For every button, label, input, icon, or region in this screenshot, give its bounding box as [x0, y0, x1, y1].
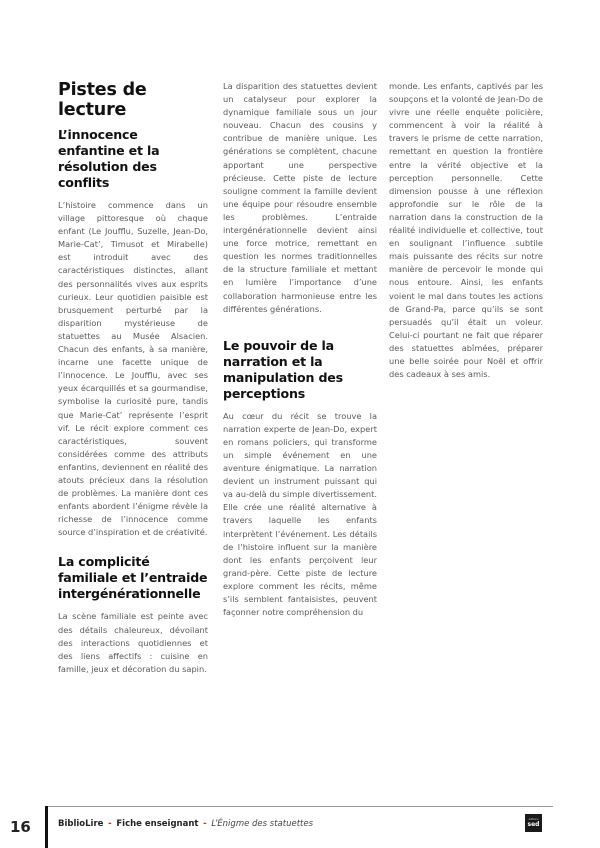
section-heading-complicite: La complicité familiale et l’entraide intergénérationnelle — [58, 554, 208, 602]
column-2 — [223, 80, 377, 619]
section-paragraph-narration: Au cœur du récit se trouve la narration experte de Jean-Do, expert en romans policiers, qui transforme un simple événement en une aventure énigmatique. La narration devient un instrument puissant qui va au-delà du simple divertissement. Elle crée une réalité alternative à travers laquelle les enfants interprètent l’événement. Les détails de l’histoire influent sur la manière dont les enfants perçoivent leur grand-père. Cette piste de lecture explore comment les récits, même s’ils semblent fantaisistes, peuvent façonner notre compréhension du — [223, 410, 377, 618]
footer-doc-type: Fiche enseignant — [116, 819, 199, 829]
column-1 — [58, 80, 208, 676]
publisher-logo-small: éditions — [528, 818, 539, 821]
section-heading-innocence: L’innocence enfantine et la résolution des conflits — [58, 127, 160, 190]
page-title: Pistes de lecture — [58, 80, 147, 120]
section-paragraph-innocence: L’histoire commence dans un village pittoresque où chaque enfant (Le Joufflu, Suzelle, Jean-Do, Marie-Cat’, Timusot et Mirabelle) est introduit avec des caractéristiques distinctes, allant des personnalités vives aux esprits curieux. Leur quotidien paisible est brusquement perturbé par la disparition mystérieuse de statuettes au Musée Alsacien. Chacun des enfants, à sa manière, incarne une facette unique de l’innocence. Le Joufflu, avec ses yeux écarquillés et sa gourmandise, symbolise la curiosité pure, tandis que Marie-Cat’ représente l’esprit vif. Le récit explore comment ces caractéristiques, souvent considérées comme des attributs enfantins, deviennent en réalité des atouts précieux dans la résolution de problèmes. La manière dont ces enfants abordent l’énigme révèle la richesse de l’innocence comme source d’inspiration et de créativité. — [58, 200, 208, 538]
footer-book-title: L’Énigme des statuettes — [211, 819, 314, 829]
page-number: 16 — [10, 818, 31, 836]
section-paragraph-complicite: La scène familiale est peinte avec des détails chaleureux, dévoilant des interactions quotidiennes et des liens affectifs : cuisine en famille, jeux et décoration du sapin. — [58, 611, 208, 674]
section-paragraph-complicite-continued: La disparition des statuettes devient un catalyseur pour explorer la dynamique familiale sous un jour nouveau. Chacun des cousins y contribue de manière unique. Les générations se complètent, chacune apportant une perspective précieuse. Cette piste de lecture souligne comment la famille devient une équipe pour résoudre ensemble les problèmes. L’entraide intergénérationnelle devient ainsi une force motrice, remettant en question les normes traditionnelles de la structure familiale et mettant en lumière l’importance d’une collaboration harmonieuse entre les différentes générations. — [223, 81, 377, 314]
footer-separator-2: - — [203, 819, 207, 829]
footer-divider — [45, 806, 553, 807]
footer-text — [58, 819, 313, 829]
footer-series: BiblioLire — [58, 819, 104, 829]
section-paragraph-narration-continued: monde. Les enfants, captivés par les soupçons et la volonté de Jean-Do de vivre une réelle enquête policière, commencent à voir la réalité à travers le prisme de cette narration, remettant en question la frontière entre la vérité objective et la perception personnelle. Cette dimension pousse à une réflexion approfondie sur le rôle de la narration dans la construction de la réalité individuelle et collective, tout en soulignant l’influence subtile mais puissante des récits sur notre manière de percevoir le monde qui nous entoure. Ainsi, les enfants voient le mal dans toutes les actions de Grand-Pa, parce qu’ils se sont persuadés qu’il était un voleur. Celui-ci pourtant ne fait que réparer des statuettes abîmées, préparer une belle soirée pour Noël et offrir des cadeaux à ses amis. — [389, 81, 543, 380]
section-heading-narration: Le pouvoir de la narration et la manipulation des perceptions — [223, 337, 343, 401]
column-3 — [389, 80, 543, 381]
publisher-logo — [525, 814, 542, 832]
footer-bar — [45, 806, 48, 848]
footer-separator-1: - — [108, 819, 112, 829]
publisher-logo-big: sed — [527, 821, 540, 828]
